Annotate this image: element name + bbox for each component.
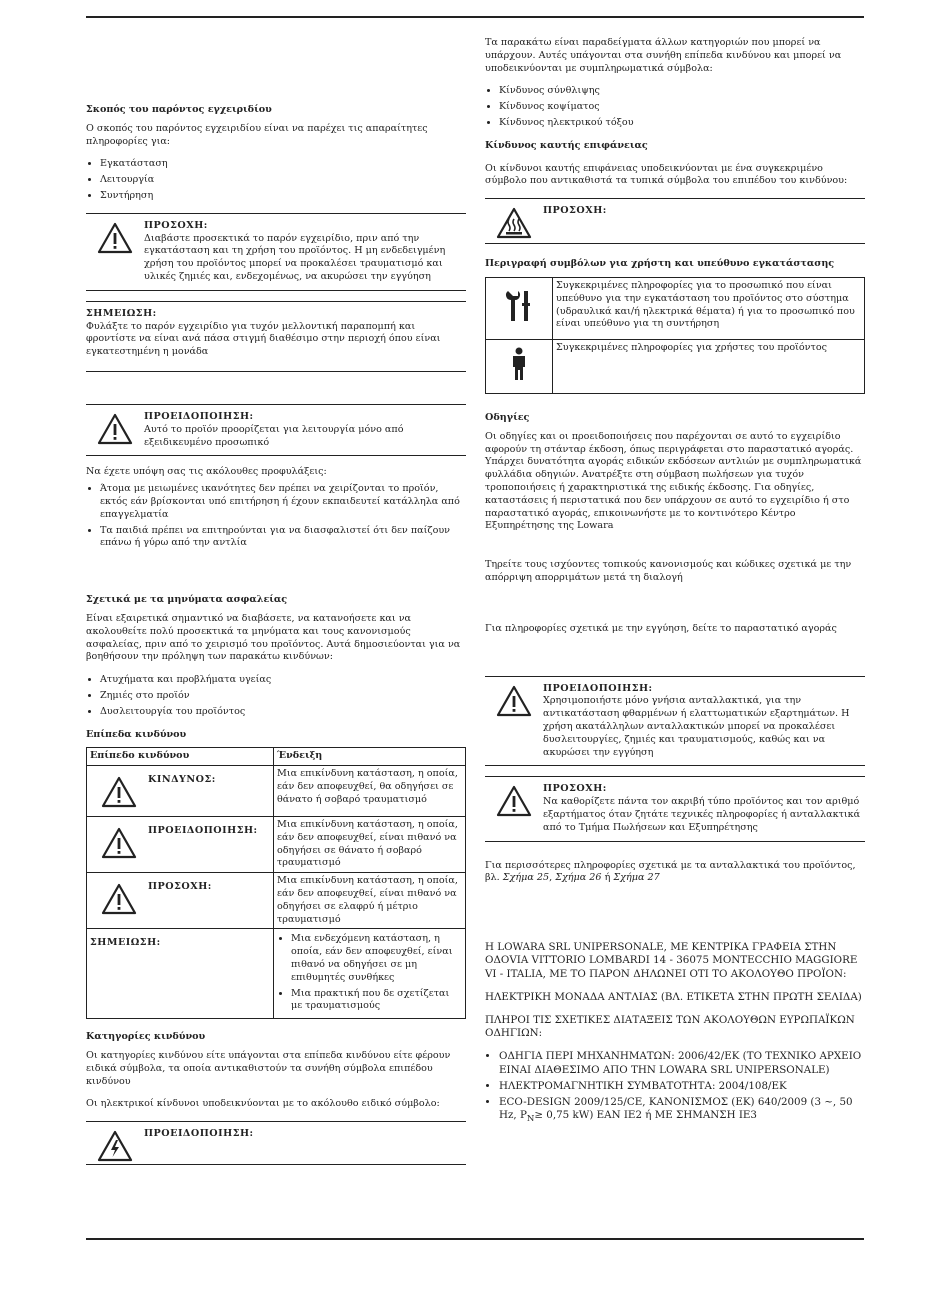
right-column [485, 37, 865, 1136]
levels-heading: Επίπεδα κινδύνου [86, 728, 187, 740]
list-item: • ECO-DESIGN 2009/125/CE, ΚΑΝΟΝΙΣΜΟΣ (ΕΚ) 640/2009 (3 ~, 50 Hz, $P_N\ge 0,75$ kW) ΕΑΝ IE2 ή ΜΕ ΣΗΜΑΝΣΗ IE3 [499, 1096, 865, 1126]
table-row [87, 929, 466, 1019]
level-name: ΠΡΟΣΟΧΗ: [148, 881, 212, 893]
categories-text: Οι κατηγορίες κινδύνου είτε υπάγονται στα επίπεδα κινδύνου είτε φέρουν ειδικά σύμβολα, τα οποία αντικαθιστούν τα συνήθη σύμβολα επιπέδου κινδύνου [86, 1050, 451, 1087]
list-item: • Μια πρακτική που δε σχετίζεται με τραυματισμούς [291, 988, 462, 1014]
hazard-levels-table [86, 747, 466, 1019]
directives-list [485, 1050, 865, 1126]
electrical-hazard-icon [97, 1130, 133, 1162]
note-box [86, 301, 466, 372]
hot-surface-heading: Κίνδυνος καυτής επιφάνειας [485, 139, 648, 151]
caution-text: Να καθορίζετε πάντα τον ακριβή τύπο προϊόντος και τον αριθμό εξαρτήματος όταν ζητάτε τεχνικές πληροφορίες ή ανταλλακτικά από το Τμήμα Πωλήσεων και Εξυπηρέτησης [543, 796, 861, 833]
top-rule [86, 16, 864, 18]
table-row [87, 817, 466, 873]
list-item: • Λειτουργία [100, 174, 466, 187]
symbols-heading: Περιγραφή συμβόλων για χρήστη και υπεύθυνο εγκατάστασης [485, 258, 835, 270]
warning-title: ΠΡΟΕΙΔΟΠΟΙΗΣΗ: [543, 682, 653, 694]
list-item: • Ατυχήματα και προβλήματα υγείας [100, 674, 466, 687]
hot-surface-icon [496, 207, 532, 239]
warning-triangle-icon [97, 413, 133, 445]
caution-text: Διαβάστε προσεκτικά το παρόν εγχειρίδιο, πριν από την εγκατάσταση και τη χρήση του προϊόντος. Η μη ενδεδειγμένη χρήση του προϊόντος μπορεί να προκαλέσει τραυματισμό και υλικές ζημιές και, ενδεχομένως, να ακυρώσει την εγγύηση [144, 232, 446, 282]
table-header: Επίπεδο κινδύνου [87, 748, 274, 766]
electrical-warning-box [86, 1121, 466, 1165]
list-item: • Κίνδυνος σύνθλιψης [499, 85, 865, 98]
caution-parts-box [485, 776, 865, 841]
left-column [86, 104, 466, 1175]
other-categories-intro: Τα παρακάτω είναι παραδείγματα άλλων κατηγοριών που μπορεί να υπάρχουν. Αυτές υπάγονται στα συνήθη επίπεδα κινδύνου και μπορεί να υποδεικνύονται με συμπληρωματικά σύμβολα: [485, 37, 842, 74]
warning-triangle-icon [97, 222, 133, 254]
warning-title: ΠΡΟΕΙΔΟΠΟΙΗΣΗ: [144, 410, 254, 422]
list-item: • Άτομα με μειωμένες ικανότητες δεν πρέπει να χειρίζονται το προϊόν, εκτός εάν βρίσκονται υπό επιτήρηση ή έχουν εκπαιδευτεί κατάλληλα από επαγγελματία [100, 483, 466, 521]
list-item: • Δυσλειτουργία του προϊόντος [100, 706, 466, 719]
symbol-description: Συγκεκριμένες πληροφορίες για το προσωπικό που είναι υπεύθυνο για την εγκατάσταση του προϊόντος στο σύστημα (υδραυλικά και/ή ηλεκτρικά θέματα) ή για το προσωπικό που είναι υπεύθυνο για τη συντήρηση [553, 277, 865, 339]
purpose-heading: Σκοπός του παρόντος εγχειριδίου [86, 104, 272, 115]
warning-text: Αυτό το προϊόν προορίζεται για λειτουργία μόνο από εξειδικευμένο προσωπικό [144, 423, 404, 448]
level-description: Μια επικίνδυνη κατάσταση, η οποία, εάν δεν αποφευχθεί, είναι πιθανό να οδηγήσει σε ελαφρύ ή μέτριο τραυματισμό [274, 873, 466, 929]
declaration-directives: ΠΛΗΡΟΙ ΤΙΣ ΣΧΕΤΙΚΕΣ ΔΙΑΤΑΞΕΙΣ ΤΩΝ ΑΚΟΛΟΥΘΩΝ ΕΥΡΩΠΑΪΚΩΝ ΟΔΗΓΙΩΝ: [485, 1013, 855, 1040]
level-description: Μια επικίνδυνη κατάσταση, η οποία, εάν δεν αποφευχθεί, θα οδηγήσει σε θάνατο ή σοβαρό τραυματισμό [274, 766, 466, 817]
table-row [87, 873, 466, 929]
person-icon [511, 347, 527, 381]
declaration-intro: Η LOWARA SRL UNIPERSONALE, ΜΕ ΚΕΝΤΡΙΚΑ ΓΡΑΦΕΙΑ ΣΤΗΝ ΟΔΟVIA VITTORIO LOMBARDI 14 - 36075 MONTECCHIO MAGGIORE VI - ITALIA, ΜΕ ΤΟ ΠΑΡΟΝ ΔΗΛΩΝΕΙ ΟΤΙ ΤΟ ΑΚΟΛΟΥΘΟ ΠΡΟΪΟΝ: [485, 941, 858, 980]
precautions-list [86, 483, 466, 550]
warning-text: Χρησιμοποιήστε μόνο γνήσια ανταλλακτικά, για την αντικατάσταση φθαρμένων ή ελαττωματικών εξαρτημάτων. Η χρήση ακατάλληλων ανταλλακτικών μπορεί να προκαλέσει δυσλειτουργίες, ζημιές και τραυματισμούς, καθώς και να ακυρώσει την εγγύηση [543, 695, 850, 758]
warning-title: ΠΡΟΕΙΔΟΠΟΙΗΣΗ: [144, 1128, 254, 1140]
tools-icon [504, 289, 534, 323]
level-name: ΚΙΝΔΥΝΟΣ: [148, 774, 216, 786]
caution-title: ΠΡΟΣΟΧΗ: [543, 783, 607, 795]
list-item: • Κίνδυνος ηλεκτρικού τόξου [499, 117, 865, 130]
warranty-text: Για πληροφορίες σχετικά με την εγγύηση, δείτε το παραστατικό αγοράς [485, 622, 837, 634]
parts-more-text: Για περισσότερες πληροφορίες σχετικά με τα ανταλλακτικά του προϊόντος, βλ. Σχήμα 25, Σχήμα 26 ή Σχήμα 27 [485, 859, 856, 884]
symbols-table [485, 277, 865, 394]
disposal-text: Τηρείτε τους ισχύοντες τοπικούς κανονισμούς και κώδικες σχετικά με την απόρριψη απορριμάτων μετά τη διαλογή [485, 559, 852, 583]
list-item: • Ζημιές στο προϊόν [100, 690, 466, 703]
symbol-description: Συγκεκριμένες πληροφορίες για χρήστες του προϊόντος [553, 339, 865, 393]
categories-heading: Κατηγορίες κινδύνου [86, 1031, 206, 1043]
precautions-intro: Να έχετε υπόψη σας τις ακόλουθες προφυλάξεις: [86, 466, 327, 478]
safety-text: Είναι εξαιρετικά σημαντικό να διαβάσετε, να κατανοήσετε και να ακολουθείτε πολύ προσεκτικά τα μηνύματα και τους κανονισμούς ασφαλείας, πριν από το χειρισμό του προϊόντος. Αυτά δημοσιεύονται για να βοηθήσουν την πρόληψη των παρακάτω κινδύνων: [86, 612, 461, 663]
caution-title: ΠΡΟΣΟΧΗ: [144, 219, 208, 231]
declaration-product: ΗΛΕΚΤΡΙΚΗ ΜΟΝΑΔΑ ΑΝΤΛΙΑΣ (ΒΛ. ΕΤΙΚΕΤΑ ΣΤΗΝ ΠΡΩΤΗ ΣΕΛΙΔΑ) [485, 990, 862, 1003]
figure-link[interactable]: Σχήμα 27 [613, 872, 660, 884]
figure-link[interactable]: Σχήμα 25 [502, 872, 550, 884]
list-item: • ΗΛΕΚΤΡΟΜΑΓΝΗΤΙΚΗ ΣΥΜΒΑΤΟΤΗΤΑ: 2004/108/ΕΚ [499, 1080, 865, 1093]
note-text: Φυλάξτε το παρόν εγχειρίδιο για τυχόν μελλοντική παραπομπή και φροντίστε να είναι ανά πάσα στιγμή διαθέσιμο στην περιοχή όπου είναι εγκατεστημένη η μονάδα [86, 320, 441, 358]
warning-triangle-icon [101, 827, 137, 859]
electrical-text: Οι ηλεκτρικοί κίνδυνοι υποδεικνύονται με το ακόλουθο ειδικό σύμβολο: [86, 1098, 440, 1110]
warning-parts-box [485, 676, 865, 767]
figure-link[interactable]: Σχήμα 26 [555, 872, 602, 884]
note-title: ΣΗΜΕΙΩΣΗ: [86, 307, 157, 319]
list-item: • ΟΔΗΓΙΑ ΠΕΡΙ ΜΗΧΑΝΗΜΑΤΩΝ: 2006/42/ΕΚ (ΤΟ ΤΕΧΝΙΚΟ ΑΡΧΕΙΟ ΕΙΝΑΙ ΔΙΑΘΕΣΙΜΟ ΑΠΟ ΤΗΝ LOWARA SRL UNIPERSONALE) [499, 1050, 865, 1076]
level-name: ΠΡΟΕΙΔΟΠΟΙΗΣΗ: [148, 825, 258, 837]
warning-triangle-icon [101, 883, 137, 915]
warning-triangle-icon [101, 776, 137, 808]
safety-list [86, 674, 466, 718]
list-item: • Συντήρηση [100, 190, 466, 203]
other-categories-list [485, 85, 865, 129]
level-description: Μια επικίνδυνη κατάσταση, η οποία, εάν δεν αποφευχθεί, είναι πιθανό να οδηγήσει σε θάνατο ή σοβαρό τραυματισμό [274, 817, 466, 873]
list-item: • Εγκατάσταση [100, 158, 466, 171]
purpose-list [86, 158, 466, 202]
instructions-text: Οι οδηγίες και οι προειδοποιήσεις που παρέχονται σε αυτό το εγχειρίδιο αφορούν τη στάνταρ έκδοση, όπως περιγράφεται στο παραστατικό αγοράς. Υπάρχει δυνατότητα αγοράς ειδικών εκδόσεων αντλιών με συμπληρωματικά φυλλάδια οδηγιών. Ανατρέξτε στη σύμβαση πωλήσεων για τυχόν τροποποιήσεις ή χαρακτηριστικά της ειδικής έκδοσης. Για οδηγίες, καταστάσεις ή περιστατικά που δεν υπάρχουν σε αυτό το εγχειρίδιο ή στο παραστατικό αγοράς, επικοινωνήστε με το κοντινότερο Κέντρο Εξυπηρέτησης της Lowara [485, 430, 862, 532]
declaration [485, 941, 865, 1126]
safety-heading: Σχετικά με τα μηνύματα ασφαλείας [86, 594, 288, 606]
bottom-rule [86, 1238, 864, 1240]
table-header: Ένδειξη [274, 748, 466, 766]
table-row [87, 766, 466, 817]
purpose-text: Ο σκοπός του παρόντος εγχειριδίου είναι να παρέχει τις απαραίτητες πληροφορίες για: [86, 122, 428, 147]
level-name: ΣΗΜΕΙΩΣΗ: [90, 937, 161, 949]
table-row [486, 339, 865, 393]
warning-triangle-icon [496, 785, 532, 817]
table-row [486, 277, 865, 339]
hot-surface-text: Οι κίνδυνοι καυτής επιφάνειας υποδεικνύονται με ένα συγκεκριμένο σύμβολο που αντικαθιστά τα τυπικά σύμβολα του επιπέδου του κινδύνου: [485, 162, 848, 187]
instructions-heading: Οδηγίες [485, 411, 530, 423]
caution-box [86, 213, 466, 291]
warning-box [86, 404, 466, 456]
warning-triangle-icon [496, 685, 532, 717]
caution-hot-box [485, 198, 865, 244]
list-item: • Τα παιδιά πρέπει να επιτηρούνται για να διασφαλιστεί ότι δεν παίζουν επάνω ή γύρω από την αντλία [100, 525, 466, 551]
list-item: • Μια ενδεχόμενη κατάσταση, η οποία, εάν δεν αποφευχθεί, είναι πιθανό να οδηγήσει σε μη επιθυμητές συνθήκες [291, 933, 462, 984]
list-item: • Κίνδυνος κοψίματος [499, 101, 865, 114]
caution-title: ΠΡΟΣΟΧΗ: [543, 205, 607, 217]
